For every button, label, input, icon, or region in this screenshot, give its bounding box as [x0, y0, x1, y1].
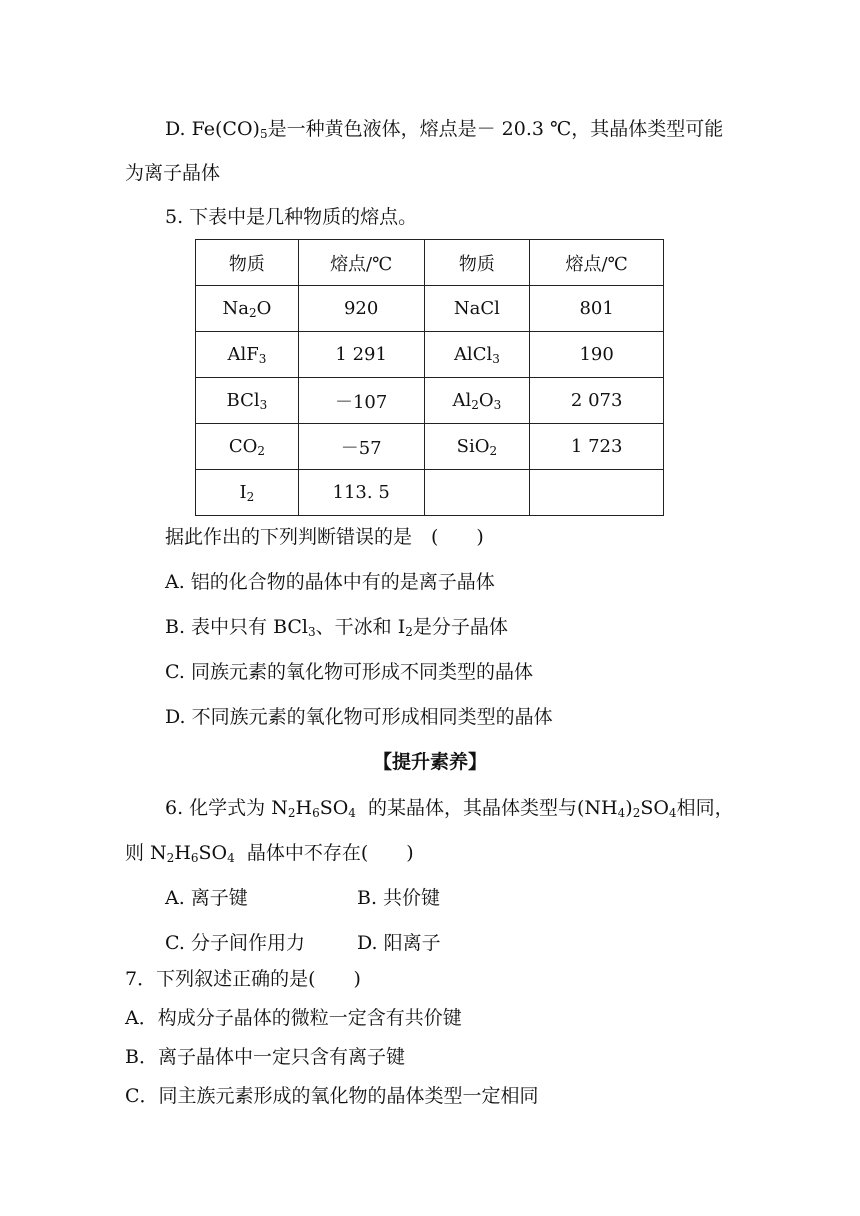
- melting-point-cell: 801: [530, 286, 664, 332]
- q5-option-c: C. 同族元素的氧化物可形成不同类型的晶体: [165, 661, 533, 683]
- formula-text: Al: [452, 390, 472, 411]
- table-header-cell: 物质: [196, 240, 299, 286]
- formula-text: AlF: [227, 344, 259, 365]
- melting-point-cell: 1 291: [298, 332, 424, 378]
- melting-point-cell: －107: [298, 378, 424, 424]
- formula-subscript: 2: [246, 490, 255, 504]
- q5-stem: 5. 下表中是几种物质的熔点。: [165, 206, 418, 228]
- formula-subscript: 2: [471, 398, 479, 412]
- melting-point-cell: 920: [298, 286, 424, 332]
- melting-point-cell: 190: [530, 332, 664, 378]
- table-row: [196, 470, 664, 516]
- formula-text: O: [478, 390, 494, 411]
- q6-option-d: D. 阳离子: [357, 932, 441, 954]
- formula-text: O: [256, 298, 272, 319]
- formula-subscript: 2: [489, 444, 498, 458]
- melting-point-cell: 1 723: [530, 424, 664, 470]
- substance-cell: [196, 286, 299, 332]
- formula-text: BCl: [226, 390, 260, 411]
- q6-stem-line2: 则 $N_2H_6SO_4$ 晶体中不存在( ): [125, 842, 414, 865]
- q7-option-b: B．离子晶体中一定只含有离子键: [125, 1046, 405, 1068]
- formula-text: I: [239, 482, 247, 503]
- table-header-row: [196, 240, 664, 286]
- table-header-cell: 物质: [424, 240, 530, 286]
- q5-question: 据此作出的下列判断错误的是 ( ): [165, 526, 484, 548]
- substance-cell: [424, 332, 530, 378]
- q5-option-d: D. 不同族元素的氧化物可形成相同类型的晶体: [165, 706, 553, 728]
- q6-option-a: A. 离子键: [165, 887, 248, 909]
- table-header-cell: 熔点/℃: [530, 240, 664, 286]
- formula-subscript: 3: [492, 352, 500, 366]
- melting-point-table: [195, 239, 664, 516]
- substance-cell: [196, 424, 299, 470]
- q5-option-a: A. 铝的化合物的晶体中有的是离子晶体: [165, 571, 495, 593]
- formula-subscript: 3: [493, 398, 502, 412]
- formula-subscript: 2: [248, 306, 257, 320]
- substance-cell: [196, 378, 299, 424]
- table-header-cell: 熔点/℃: [298, 240, 424, 286]
- q6-stem-line1: 6. 化学式为 $N_2H_6SO_4$ 的某晶体，其晶体类型与$(NH_4)_2SO_4$相同，: [165, 797, 734, 820]
- formula-subscript: 2: [257, 444, 265, 458]
- formula-text: SiO: [456, 436, 490, 457]
- formula-subscript: 3: [259, 398, 268, 412]
- q7-option-a: A．构成分子晶体的微粒一定含有共价键: [125, 1007, 462, 1029]
- table-row: [196, 286, 664, 332]
- q6-option-c: C. 分子间作用力: [165, 932, 305, 954]
- q5-option-b: B. 表中只有 BCl$_3$、干冰和 $I_2$是分子晶体: [165, 616, 508, 639]
- table-row: [196, 424, 664, 470]
- q4-option-d-line2: 为离子晶体: [125, 162, 221, 184]
- section-title: 【提升素养】: [372, 751, 487, 773]
- formula-text: NaCl: [453, 298, 500, 319]
- table-row: [196, 378, 664, 424]
- substance-cell: [196, 332, 299, 378]
- substance-cell: [424, 378, 530, 424]
- formula-text: Na: [222, 298, 249, 319]
- q7-option-c: C．同主族元素形成的氧化物的晶体类型一定相同: [125, 1085, 539, 1107]
- empty-cell: [424, 470, 530, 516]
- melting-point-cell: 2 073: [530, 378, 664, 424]
- q6-option-b: B. 共价键: [357, 887, 441, 909]
- melting-point-cell: [530, 470, 664, 516]
- formula-text: AlCl: [453, 344, 493, 365]
- substance-cell: [424, 424, 530, 470]
- formula-text: CO: [228, 436, 258, 457]
- substance-cell: [196, 470, 299, 516]
- formula-subscript: 3: [258, 352, 267, 366]
- substance-cell: [424, 286, 530, 332]
- melting-point-cell: －57: [298, 424, 424, 470]
- table-row: [196, 332, 664, 378]
- q4-option-d-line1: D. $Fe(CO)_5$是一种黄色液体，熔点是－ 20.3 ℃，其晶体类型可能: [165, 118, 724, 141]
- melting-point-cell: 113. 5: [298, 470, 424, 516]
- q7-stem: 7．下列叙述正确的是( ): [125, 968, 361, 990]
